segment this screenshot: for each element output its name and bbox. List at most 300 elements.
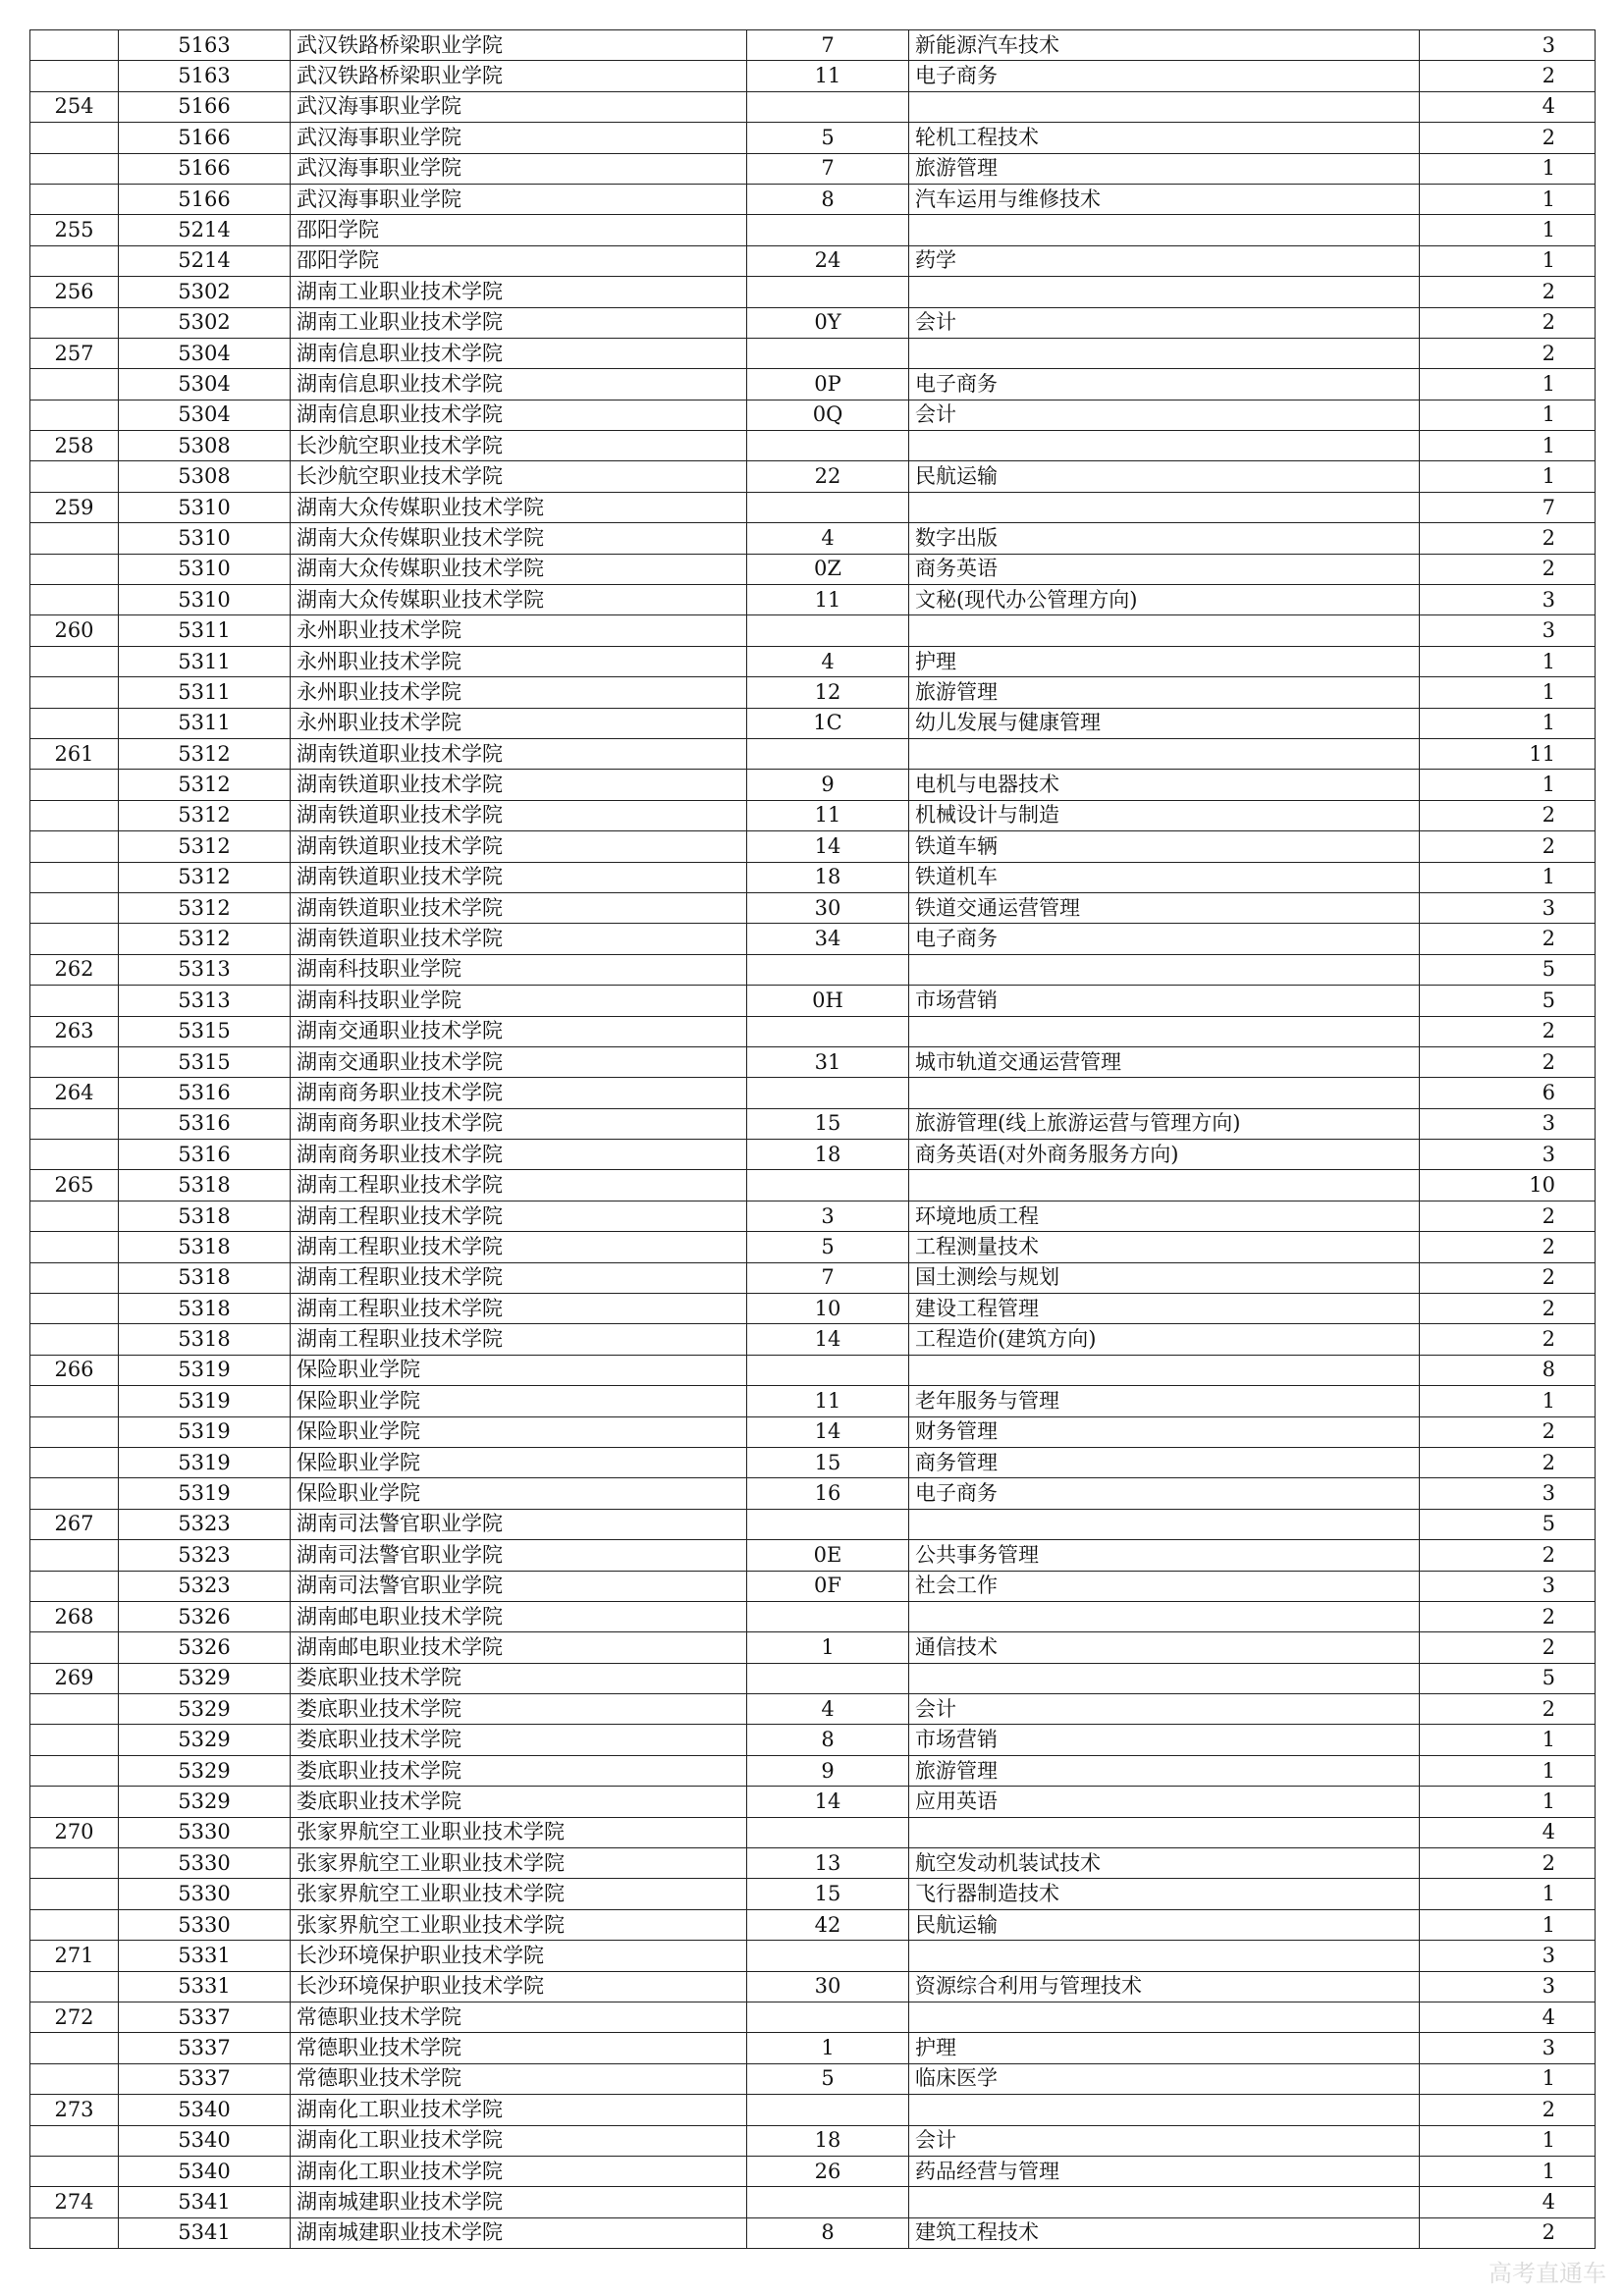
major-name-cell: 新能源汽车技术	[909, 30, 1420, 61]
seq-number-cell	[30, 30, 119, 61]
school-name-cell: 湖南大众传媒职业技术学院	[291, 492, 747, 522]
school-code-cell: 5331	[119, 1971, 291, 2002]
table-row	[30, 1725, 1596, 1755]
school-name-cell: 张家界航空工业职业技术学院	[291, 1879, 747, 1909]
seq-number-cell	[30, 1540, 119, 1571]
seq-number-cell	[30, 1909, 119, 1940]
plan-count-cell: 1	[1420, 770, 1596, 800]
school-name-cell: 湖南商务职业技术学院	[291, 1140, 747, 1170]
school-code-cell: 5319	[119, 1447, 291, 1477]
plan-count-cell: 11	[1420, 738, 1596, 769]
table-row	[30, 1571, 1596, 1601]
table-row	[30, 1941, 1596, 1971]
school-code-cell: 5214	[119, 245, 291, 276]
school-name-cell: 保险职业学院	[291, 1355, 747, 1385]
seq-number-cell	[30, 800, 119, 830]
plan-count-cell: 3	[1420, 1478, 1596, 1509]
school-name-cell: 武汉铁路桥梁职业学院	[291, 61, 747, 91]
major-code-cell: 1	[747, 1632, 909, 1663]
plan-count-cell: 1	[1420, 1725, 1596, 1755]
school-code-cell: 5329	[119, 1787, 291, 1817]
table-row	[30, 862, 1596, 892]
major-code-cell: 11	[747, 61, 909, 91]
school-name-cell: 湖南科技职业学院	[291, 986, 747, 1016]
seq-number-cell: 272	[30, 2002, 119, 2033]
school-name-cell: 长沙环境保护职业技术学院	[291, 1941, 747, 1971]
major-name-cell: 民航运输	[909, 461, 1420, 492]
major-code-cell: 24	[747, 245, 909, 276]
seq-number-cell	[30, 400, 119, 430]
major-name-cell	[909, 1170, 1420, 1201]
table-row	[30, 1787, 1596, 1817]
major-name-cell: 老年服务与管理	[909, 1386, 1420, 1416]
table-row	[30, 1170, 1596, 1201]
school-code-cell: 5319	[119, 1478, 291, 1509]
major-code-cell: 1C	[747, 708, 909, 738]
table-row	[30, 2125, 1596, 2156]
table-row	[30, 1140, 1596, 1170]
school-name-cell: 湖南大众传媒职业技术学院	[291, 523, 747, 554]
school-code-cell: 5315	[119, 1016, 291, 1046]
seq-number-cell	[30, 1108, 119, 1139]
school-name-cell: 湖南工程职业技术学院	[291, 1232, 747, 1262]
table-row	[30, 1016, 1596, 1046]
major-name-cell: 工程测量技术	[909, 1232, 1420, 1262]
seq-number-cell	[30, 892, 119, 923]
plan-count-cell: 5	[1420, 954, 1596, 985]
school-code-cell: 5330	[119, 1848, 291, 1879]
table-row	[30, 1817, 1596, 1847]
seq-number-cell	[30, 585, 119, 615]
plan-count-cell: 1	[1420, 2156, 1596, 2186]
plan-count-cell: 1	[1420, 646, 1596, 676]
major-name-cell: 商务英语(对外商务服务方向)	[909, 1140, 1420, 1170]
plan-count-cell: 2	[1420, 277, 1596, 307]
school-name-cell: 湖南工业职业技术学院	[291, 277, 747, 307]
school-code-cell: 5340	[119, 2125, 291, 2156]
seq-number-cell	[30, 2063, 119, 2094]
major-name-cell: 民航运输	[909, 1909, 1420, 1940]
plan-count-cell: 1	[1420, 1386, 1596, 1416]
school-code-cell: 5330	[119, 1909, 291, 1940]
major-code-cell: 34	[747, 924, 909, 954]
seq-number-cell: 271	[30, 1941, 119, 1971]
major-name-cell: 建设工程管理	[909, 1294, 1420, 1324]
table-row	[30, 1971, 1596, 2002]
school-name-cell: 湖南城建职业技术学院	[291, 2217, 747, 2248]
seq-number-cell	[30, 153, 119, 184]
major-code-cell: 3	[747, 1201, 909, 1231]
table-row	[30, 400, 1596, 430]
school-name-cell: 湖南交通职业技术学院	[291, 1016, 747, 1046]
seq-number-cell	[30, 1478, 119, 1509]
major-name-cell	[909, 1509, 1420, 1539]
table-row	[30, 646, 1596, 676]
seq-number-cell	[30, 924, 119, 954]
school-name-cell: 长沙航空职业技术学院	[291, 431, 747, 461]
major-code-cell	[747, 215, 909, 245]
table-row	[30, 1663, 1596, 1693]
major-name-cell: 电子商务	[909, 924, 1420, 954]
seq-number-cell	[30, 862, 119, 892]
plan-count-cell: 3	[1420, 892, 1596, 923]
school-code-cell: 5304	[119, 338, 291, 368]
school-name-cell: 湖南信息职业技术学院	[291, 400, 747, 430]
table-row	[30, 2063, 1596, 2094]
school-code-cell: 5318	[119, 1294, 291, 1324]
seq-number-cell	[30, 2033, 119, 2063]
plan-count-cell: 2	[1420, 1540, 1596, 1571]
plan-count-cell: 3	[1420, 2033, 1596, 2063]
school-name-cell: 常德职业技术学院	[291, 2033, 747, 2063]
major-name-cell: 工程造价(建筑方向)	[909, 1324, 1420, 1355]
table-row	[30, 986, 1596, 1016]
school-name-cell: 湖南铁道职业技术学院	[291, 924, 747, 954]
major-name-cell: 铁道机车	[909, 862, 1420, 892]
school-name-cell: 娄底职业技术学院	[291, 1755, 747, 1786]
major-code-cell: 26	[747, 2156, 909, 2186]
school-code-cell: 5330	[119, 1817, 291, 1847]
school-code-cell: 5337	[119, 2033, 291, 2063]
school-code-cell: 5302	[119, 307, 291, 338]
major-name-cell: 会计	[909, 307, 1420, 338]
school-code-cell: 5310	[119, 554, 291, 584]
school-name-cell: 湖南铁道职业技术学院	[291, 738, 747, 769]
major-name-cell: 公共事务管理	[909, 1540, 1420, 1571]
table-row	[30, 1046, 1596, 1077]
major-code-cell: 14	[747, 1324, 909, 1355]
major-name-cell: 机械设计与制造	[909, 800, 1420, 830]
major-name-cell: 建筑工程技术	[909, 2217, 1420, 2248]
school-name-cell: 张家界航空工业职业技术学院	[291, 1817, 747, 1847]
major-code-cell: 18	[747, 1140, 909, 1170]
table-row	[30, 1601, 1596, 1631]
table-row	[30, 307, 1596, 338]
school-name-cell: 永州职业技术学院	[291, 646, 747, 676]
table-row	[30, 2095, 1596, 2125]
major-code-cell: 0H	[747, 986, 909, 1016]
table-row	[30, 1478, 1596, 1509]
school-code-cell: 5329	[119, 1755, 291, 1786]
seq-number-cell	[30, 1262, 119, 1293]
plan-count-cell: 2	[1420, 1046, 1596, 1077]
major-name-cell	[909, 431, 1420, 461]
major-name-cell: 数字出版	[909, 523, 1420, 554]
plan-count-cell: 2	[1420, 831, 1596, 862]
plan-count-cell: 1	[1420, 1755, 1596, 1786]
major-code-cell: 14	[747, 831, 909, 862]
major-name-cell: 商务管理	[909, 1447, 1420, 1477]
school-name-cell: 湖南工程职业技术学院	[291, 1324, 747, 1355]
major-name-cell	[909, 1817, 1420, 1847]
table-row	[30, 1355, 1596, 1385]
school-code-cell: 5311	[119, 708, 291, 738]
school-name-cell: 湖南大众传媒职业技术学院	[291, 585, 747, 615]
table-row	[30, 1232, 1596, 1262]
major-code-cell: 7	[747, 30, 909, 61]
table-row	[30, 245, 1596, 276]
seq-number-cell	[30, 307, 119, 338]
school-name-cell: 湖南司法警官职业学院	[291, 1571, 747, 1601]
plan-count-cell: 2	[1420, 1416, 1596, 1447]
seq-number-cell	[30, 2125, 119, 2156]
major-code-cell	[747, 738, 909, 769]
school-name-cell: 武汉海事职业学院	[291, 123, 747, 153]
major-name-cell	[909, 1016, 1420, 1046]
major-code-cell	[747, 1601, 909, 1631]
school-name-cell: 武汉海事职业学院	[291, 153, 747, 184]
school-name-cell: 湖南工程职业技术学院	[291, 1201, 747, 1231]
school-code-cell: 5326	[119, 1601, 291, 1631]
major-code-cell	[747, 1509, 909, 1539]
school-name-cell: 湖南邮电职业技术学院	[291, 1632, 747, 1663]
school-code-cell: 5312	[119, 831, 291, 862]
school-code-cell: 5341	[119, 2187, 291, 2217]
plan-count-cell: 1	[1420, 153, 1596, 184]
major-code-cell: 5	[747, 123, 909, 153]
major-name-cell	[909, 954, 1420, 985]
school-code-cell: 5337	[119, 2063, 291, 2094]
seq-number-cell	[30, 1632, 119, 1663]
seq-number-cell	[30, 1324, 119, 1355]
major-name-cell	[909, 338, 1420, 368]
school-name-cell: 湖南铁道职业技术学院	[291, 831, 747, 862]
school-code-cell: 5310	[119, 585, 291, 615]
school-code-cell: 5166	[119, 123, 291, 153]
seq-number-cell	[30, 1416, 119, 1447]
table-row	[30, 1540, 1596, 1571]
table-row	[30, 2187, 1596, 2217]
table-row	[30, 1108, 1596, 1139]
school-name-cell: 湖南信息职业技术学院	[291, 369, 747, 400]
plan-count-cell: 3	[1420, 1571, 1596, 1601]
plan-count-cell: 2	[1420, 1447, 1596, 1477]
seq-number-cell	[30, 1971, 119, 2002]
table-row	[30, 1078, 1596, 1108]
plan-count-cell: 4	[1420, 2187, 1596, 2217]
seq-number-cell	[30, 1386, 119, 1416]
major-code-cell: 22	[747, 461, 909, 492]
school-code-cell: 5312	[119, 924, 291, 954]
major-name-cell: 资源综合利用与管理技术	[909, 1971, 1420, 2002]
seq-number-cell: 274	[30, 2187, 119, 2217]
plan-count-cell: 3	[1420, 1108, 1596, 1139]
major-code-cell: 15	[747, 1447, 909, 1477]
school-name-cell: 娄底职业技术学院	[291, 1694, 747, 1725]
table-row	[30, 2217, 1596, 2248]
plan-count-cell: 5	[1420, 1509, 1596, 1539]
school-name-cell: 邵阳学院	[291, 245, 747, 276]
major-name-cell: 旅游管理	[909, 1755, 1420, 1786]
plan-count-cell: 2	[1420, 338, 1596, 368]
major-code-cell: 11	[747, 1386, 909, 1416]
table-row	[30, 1909, 1596, 1940]
plan-count-cell: 1	[1420, 2063, 1596, 2094]
school-name-cell: 常德职业技术学院	[291, 2002, 747, 2033]
seq-number-cell: 273	[30, 2095, 119, 2125]
school-code-cell: 5323	[119, 1540, 291, 1571]
plan-count-cell: 2	[1420, 307, 1596, 338]
plan-count-cell: 1	[1420, 1879, 1596, 1909]
major-code-cell: 1	[747, 2033, 909, 2063]
major-name-cell: 药学	[909, 245, 1420, 276]
school-name-cell: 湖南科技职业学院	[291, 954, 747, 985]
seq-number-cell	[30, 986, 119, 1016]
plan-count-cell: 3	[1420, 1140, 1596, 1170]
school-name-cell: 武汉海事职业学院	[291, 91, 747, 122]
seq-number-cell	[30, 646, 119, 676]
school-code-cell: 5302	[119, 277, 291, 307]
major-name-cell: 市场营销	[909, 1725, 1420, 1755]
school-name-cell: 邵阳学院	[291, 215, 747, 245]
table-row	[30, 677, 1596, 708]
school-code-cell: 5214	[119, 215, 291, 245]
school-name-cell: 永州职业技术学院	[291, 677, 747, 708]
major-name-cell: 电子商务	[909, 1478, 1420, 1509]
school-code-cell: 5316	[119, 1140, 291, 1170]
school-code-cell: 5166	[119, 91, 291, 122]
school-name-cell: 湖南工程职业技术学院	[291, 1262, 747, 1293]
school-name-cell: 张家界航空工业职业技术学院	[291, 1848, 747, 1879]
major-name-cell: 药品经营与管理	[909, 2156, 1420, 2186]
major-name-cell: 通信技术	[909, 1632, 1420, 1663]
major-code-cell	[747, 431, 909, 461]
seq-number-cell	[30, 461, 119, 492]
school-code-cell: 5340	[119, 2095, 291, 2125]
seq-number-cell	[30, 61, 119, 91]
major-code-cell: 0E	[747, 1540, 909, 1571]
seq-number-cell: 260	[30, 615, 119, 646]
table-row	[30, 708, 1596, 738]
table-row	[30, 369, 1596, 400]
major-code-cell: 13	[747, 1848, 909, 1879]
school-code-cell: 5319	[119, 1416, 291, 1447]
major-name-cell	[909, 615, 1420, 646]
major-name-cell: 铁道车辆	[909, 831, 1420, 862]
major-name-cell: 临床医学	[909, 2063, 1420, 2094]
school-code-cell: 5312	[119, 738, 291, 769]
table-row	[30, 954, 1596, 985]
seq-number-cell	[30, 1571, 119, 1601]
table-row	[30, 2033, 1596, 2063]
major-name-cell	[909, 1941, 1420, 1971]
major-code-cell: 15	[747, 1879, 909, 1909]
seq-number-cell: 264	[30, 1078, 119, 1108]
seq-number-cell	[30, 184, 119, 214]
major-code-cell: 8	[747, 1725, 909, 1755]
school-name-cell: 湖南信息职业技术学院	[291, 338, 747, 368]
major-code-cell	[747, 2095, 909, 2125]
plan-count-cell: 8	[1420, 1355, 1596, 1385]
seq-number-cell: 268	[30, 1601, 119, 1631]
major-code-cell: 4	[747, 1694, 909, 1725]
plan-count-cell: 2	[1420, 123, 1596, 153]
school-name-cell: 湖南工程职业技术学院	[291, 1294, 747, 1324]
major-name-cell: 文秘(现代办公管理方向)	[909, 585, 1420, 615]
major-code-cell: 18	[747, 862, 909, 892]
school-name-cell: 湖南铁道职业技术学院	[291, 800, 747, 830]
seq-number-cell: 261	[30, 738, 119, 769]
seq-number-cell	[30, 1787, 119, 1817]
major-name-cell: 电子商务	[909, 61, 1420, 91]
table-row	[30, 91, 1596, 122]
table-row	[30, 2156, 1596, 2186]
plan-count-cell: 2	[1420, 523, 1596, 554]
table-row	[30, 461, 1596, 492]
school-name-cell: 湖南商务职业技术学院	[291, 1078, 747, 1108]
plan-count-cell: 4	[1420, 2002, 1596, 2033]
plan-count-cell: 1	[1420, 369, 1596, 400]
school-code-cell: 5311	[119, 615, 291, 646]
plan-count-cell: 2	[1420, 1694, 1596, 1725]
table-row	[30, 831, 1596, 862]
school-code-cell: 5313	[119, 986, 291, 1016]
seq-number-cell	[30, 1755, 119, 1786]
plan-count-cell: 2	[1420, 2217, 1596, 2248]
plan-count-cell: 2	[1420, 1324, 1596, 1355]
school-name-cell: 常德职业技术学院	[291, 2063, 747, 2094]
seq-number-cell: 270	[30, 1817, 119, 1847]
seq-number-cell: 269	[30, 1663, 119, 1693]
school-name-cell: 湖南工程职业技术学院	[291, 1170, 747, 1201]
school-name-cell: 娄底职业技术学院	[291, 1787, 747, 1817]
table-row	[30, 738, 1596, 769]
major-name-cell: 市场营销	[909, 986, 1420, 1016]
school-name-cell: 武汉铁路桥梁职业学院	[291, 30, 747, 61]
major-name-cell: 电子商务	[909, 369, 1420, 400]
school-code-cell: 5340	[119, 2156, 291, 2186]
major-code-cell: 9	[747, 1755, 909, 1786]
seq-number-cell: 267	[30, 1509, 119, 1539]
major-code-cell: 30	[747, 892, 909, 923]
major-name-cell	[909, 277, 1420, 307]
major-name-cell	[909, 738, 1420, 769]
table-row	[30, 1447, 1596, 1477]
major-code-cell: 5	[747, 2063, 909, 2094]
school-name-cell: 湖南司法警官职业学院	[291, 1509, 747, 1539]
school-code-cell: 5166	[119, 153, 291, 184]
major-name-cell: 旅游管理	[909, 153, 1420, 184]
table-row	[30, 1324, 1596, 1355]
plan-count-cell: 4	[1420, 1817, 1596, 1847]
major-code-cell: 5	[747, 1232, 909, 1262]
school-name-cell: 湖南商务职业技术学院	[291, 1108, 747, 1139]
school-name-cell: 湖南工业职业技术学院	[291, 307, 747, 338]
school-name-cell: 湖南司法警官职业学院	[291, 1540, 747, 1571]
school-code-cell: 5312	[119, 892, 291, 923]
table-row	[30, 800, 1596, 830]
school-code-cell: 5316	[119, 1108, 291, 1139]
seq-number-cell	[30, 1201, 119, 1231]
school-code-cell: 5308	[119, 431, 291, 461]
school-code-cell: 5329	[119, 1663, 291, 1693]
major-code-cell: 7	[747, 1262, 909, 1293]
school-code-cell: 5310	[119, 523, 291, 554]
seq-number-cell	[30, 831, 119, 862]
plan-count-cell: 1	[1420, 400, 1596, 430]
watermark: 高考直通车	[1489, 2260, 1606, 2287]
major-code-cell: 12	[747, 677, 909, 708]
major-code-cell: 14	[747, 1416, 909, 1447]
plan-count-cell: 7	[1420, 492, 1596, 522]
school-code-cell: 5318	[119, 1324, 291, 1355]
major-code-cell: 10	[747, 1294, 909, 1324]
major-name-cell: 旅游管理	[909, 677, 1420, 708]
school-name-cell: 长沙环境保护职业技术学院	[291, 1971, 747, 2002]
seq-number-cell: 266	[30, 1355, 119, 1385]
major-code-cell	[747, 1170, 909, 1201]
major-code-cell	[747, 277, 909, 307]
